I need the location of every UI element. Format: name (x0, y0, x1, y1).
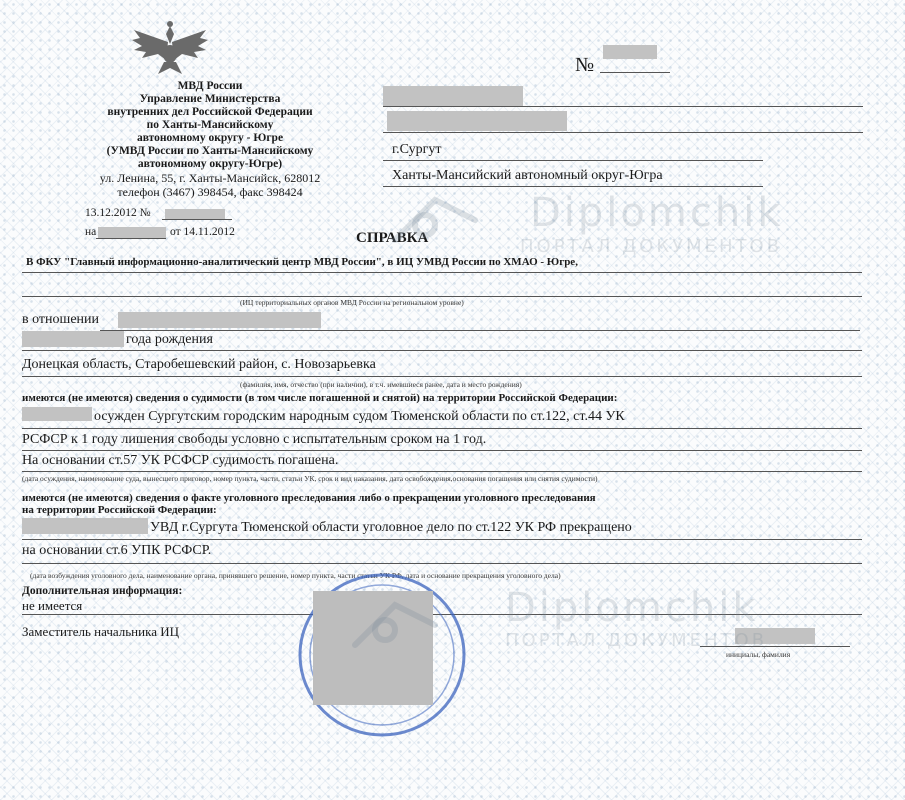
conviction-caption: (дата осуждения, наименование суда, вынесшего приговор, номер пункта, части, статьи УК, срок и вид наказания, дата освобождения,основания погашения или снятия судимости) (22, 474, 598, 483)
header-ot: от 14.11.2012 (170, 226, 235, 238)
mvd-emblem-icon (128, 20, 212, 76)
prosecution-line2: на основании ст.6 УПК РСФСР. (22, 543, 212, 558)
watermark-sub: ПОРТАЛ ДОКУМЕНТОВ (520, 236, 783, 257)
recipient-city: г.Сургут (392, 142, 442, 157)
additional-value: не имеется (22, 598, 83, 613)
intro-text: В ФКУ "Главный информационно-аналитический центр МВД России", в ИЦ УМВД России по ХМАО - Югре, (26, 256, 578, 268)
number-sign: № (575, 54, 595, 76)
header-line1: МВД России (177, 80, 243, 92)
header-na: на (85, 226, 97, 238)
conviction-line1: осужден Сургутским городским народным судом Тюменской области по ст.122, ст.44 УК (94, 409, 625, 424)
signatory-title: Заместитель начальника ИЦ (22, 624, 180, 639)
conviction-line2: РСФСР к 1 году лишения свободы условно с испытательным сроком на 1 год. (22, 432, 487, 447)
header-line7: автономному округу-Югре) (137, 158, 283, 170)
header-line5: автономному округу - Югре (136, 132, 284, 144)
person-caption: (фамилия, имя, отчество (при наличии), в т.ч. имевшиеся ранее, дата и место рождения) (240, 380, 522, 389)
recipient-region: Ханты-Мансийский автономный округ-Югра (392, 168, 663, 183)
intro-caption: (ИЦ территориальных органов МВД России на региональном уровне) (240, 298, 464, 307)
watermark-brand: Diplomchik (530, 190, 784, 236)
watermark-scroll-icon (385, 190, 485, 250)
prosecution-line1: УВД г.Сургута Тюменской области уголовное дело по ст.122 УК РФ прекращено (150, 520, 632, 535)
watermark-sub-2: ПОРТАЛ ДОКУМЕНТОВ (505, 630, 768, 651)
signatory-caption: инициалы, фамилия (726, 650, 791, 659)
header-line3: внутренних дел Российской Федерации (107, 106, 313, 118)
prosecution-heading1: имеются (не имеются) сведения о факте уголовного преследования либо о прекращении уголовного преследования (22, 492, 596, 504)
conviction-line3: На основании ст.57 УК РСФСР судимость погашена. (22, 453, 339, 468)
header-phone: телефон (3467) 398454, факс 398424 (117, 185, 303, 199)
header-date-number: 13.12.2012 № (85, 207, 151, 219)
header-line6: (УМВД России по Ханты-Мансийскому (106, 145, 314, 157)
birth-place: Донецкая область, Старобешевский район, с. Новозарьевка (22, 357, 376, 372)
person-label: в отношении (22, 312, 100, 327)
prosecution-caption: (дата возбуждения уголовного дела, наименование органа, принявшего решение, номер пункта, части статьи УК РФ, дата и основание прекращения уголовного дела) (30, 571, 561, 580)
header-line2: Управление Министерства (139, 93, 281, 105)
watermark-scroll-icon-2 (345, 595, 445, 655)
conviction-heading: имеются (не имеются) сведения о судимости (в том числе погашенной и снятой) на территории Российской Федерации: (22, 392, 618, 404)
prosecution-heading2: на территории Российской Федерации: (22, 504, 217, 516)
header-line4: по Ханты-Мансийскому (146, 119, 274, 131)
birth-year-label: года рождения (126, 332, 213, 347)
watermark-brand-2: Diplomchik (505, 585, 759, 631)
document-title: СПРАВКА (356, 230, 429, 246)
header-address: ул. Ленина, 55, г. Ханты-Мансийск, 628012 (99, 171, 321, 185)
additional-label: Дополнительная информация: (22, 585, 183, 597)
